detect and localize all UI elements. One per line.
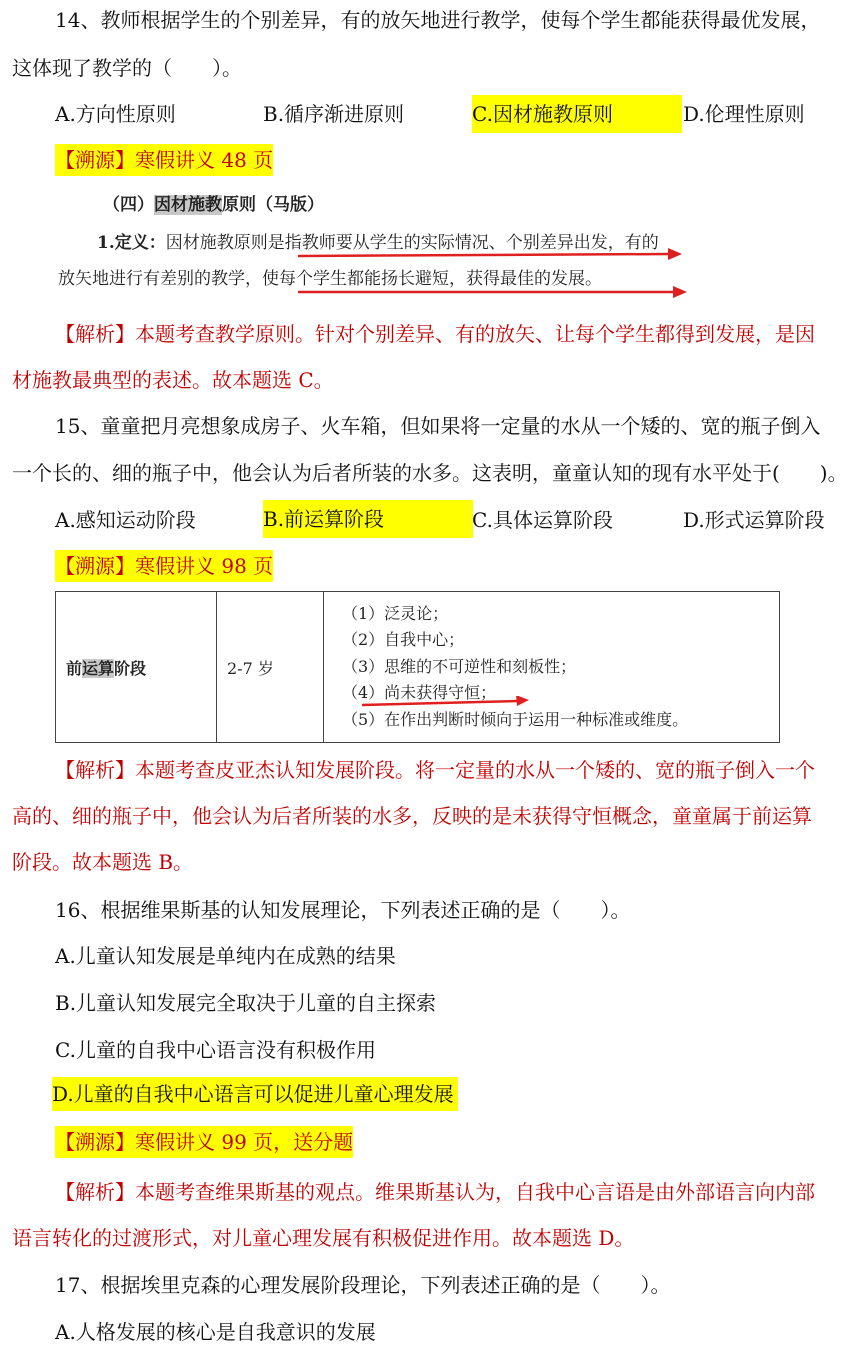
excerpt-definition-text: 因材施教原则是指教师要从学生的实际情况、个别差异出发，有的	[165, 233, 659, 253]
q14-excerpt-arrows	[290, 248, 690, 298]
stage-suffix: 阶段	[114, 658, 147, 678]
q15-table-arrow	[358, 696, 533, 714]
q16-stem: 16、根据维果斯基的认知发展理论，下列表述正确的是（ ）。	[55, 898, 631, 922]
q14-excerpt-title	[103, 193, 324, 217]
excerpt-title-suffix: 原则（马版）	[222, 195, 324, 215]
feature-item: （3）思维的不可逆性和刻板性；	[342, 656, 577, 676]
q14-option-c: C.因材施教原则	[472, 95, 682, 133]
q17-option-a: A.人格发展的核心是自我意识的发展	[55, 1320, 376, 1344]
stage-prefix: 前	[66, 658, 83, 678]
feature-item: （2）自我中心；	[342, 630, 465, 650]
q17-stem: 17、根据埃里克森的心理发展阶段理论，下列表述正确的是（ ）。	[55, 1273, 671, 1297]
q14-analysis-line1: 【解析】本题考查教学原则。针对个别差异、有的放矢、让每个学生都得到发展，是因	[55, 322, 815, 346]
excerpt-definition-label: 1.定义：	[97, 233, 166, 253]
q16-source: 【溯源】寒假讲义 99 页，送分题	[55, 1126, 353, 1158]
q15-stem-line1: 15、童童把月亮想象成房子、火车箱，但如果将一定量的水从一个矮的、宽的瓶子倒入	[55, 414, 821, 438]
excerpt-title-highlight: 因材施教	[154, 195, 222, 215]
q15-option-c: C.具体运算阶段	[472, 508, 613, 532]
q15-stem-line2: 一个长的、细的瓶子中，他会认为后者所装的水多。这表明，童童认知的现有水平处于( )。	[12, 461, 848, 485]
q16-option-d: D.儿童的自我中心语言可以促进儿童心理发展	[52, 1077, 458, 1111]
features-cell	[324, 592, 780, 743]
underline-arrow-1	[298, 254, 670, 256]
q14-option-d: D.伦理性原则	[683, 102, 805, 126]
q16-analysis-line1: 【解析】本题考查维果斯基的观点。维果斯基认为，自我中心言语是由外部语言向内部	[55, 1180, 815, 1204]
q16-option-c: C.儿童的自我中心语言没有积极作用	[55, 1038, 376, 1062]
q15-analysis-line1: 【解析】本题考查皮亚杰认知发展阶段。将一定量的水从一个矮的、宽的瓶子倒入一个	[55, 758, 815, 782]
arrowhead-2	[673, 286, 687, 298]
q14-stem-line1: 14、教师根据学生的个别差异，有的放矢地进行教学，使每个学生都能获得最优发展，	[55, 8, 821, 32]
feature-item: （4）尚未获得守恒；	[342, 683, 497, 703]
q14-analysis-line2: 材施教最典型的表述。故本题选 C。	[12, 368, 334, 392]
feature-item: （5）在作出判断时倾向于运用一种标准或维度。	[342, 709, 689, 729]
q15-analysis-line2: 高的、细的瓶子中，他会认为后者所装的水多，反映的是未获得守恒概念，童童属于前运算	[12, 804, 812, 828]
arrowhead-1	[668, 248, 682, 260]
q16-option-b: B.儿童认知发展完全取决于儿童的自主探索	[55, 991, 437, 1015]
stage-cell	[56, 592, 217, 743]
q16-option-a: A.儿童认知发展是单纯内在成熟的结果	[55, 944, 396, 968]
q15-excerpt-table	[55, 591, 780, 743]
q15-option-a: A.感知运动阶段	[55, 508, 196, 532]
stage-highlight: 运算	[82, 658, 115, 678]
q15-analysis-line3: 阶段。故本题选 B。	[12, 850, 194, 874]
underline-arrow-3	[362, 701, 518, 705]
q15-option-d: D.形式运算阶段	[683, 508, 825, 532]
q14-source: 【溯源】寒假讲义 48 页	[55, 144, 273, 176]
q15-option-b: B.前运算阶段	[263, 500, 473, 538]
q14-option-a: A.方向性原则	[55, 102, 176, 126]
age-cell: 2-7 岁	[217, 592, 324, 743]
feature-item: （1）泛灵论；	[342, 603, 449, 623]
q16-analysis-line2: 语言转化的过渡形式，对儿童心理发展有积极促进作用。故本题选 D。	[12, 1226, 635, 1250]
q14-option-b: B.循序渐进原则	[263, 102, 405, 126]
arrowhead-3	[516, 696, 529, 706]
q14-stem-line2: 这体现了教学的（ ）。	[12, 56, 242, 80]
excerpt-title-prefix: （四）	[103, 195, 154, 215]
q14-excerpt-line2: 放矢地进行有差别的教学，使每个学生都能扬长避短，获得最佳的发展。	[58, 269, 602, 289]
q15-source: 【溯源】寒假讲义 98 页	[55, 550, 273, 582]
